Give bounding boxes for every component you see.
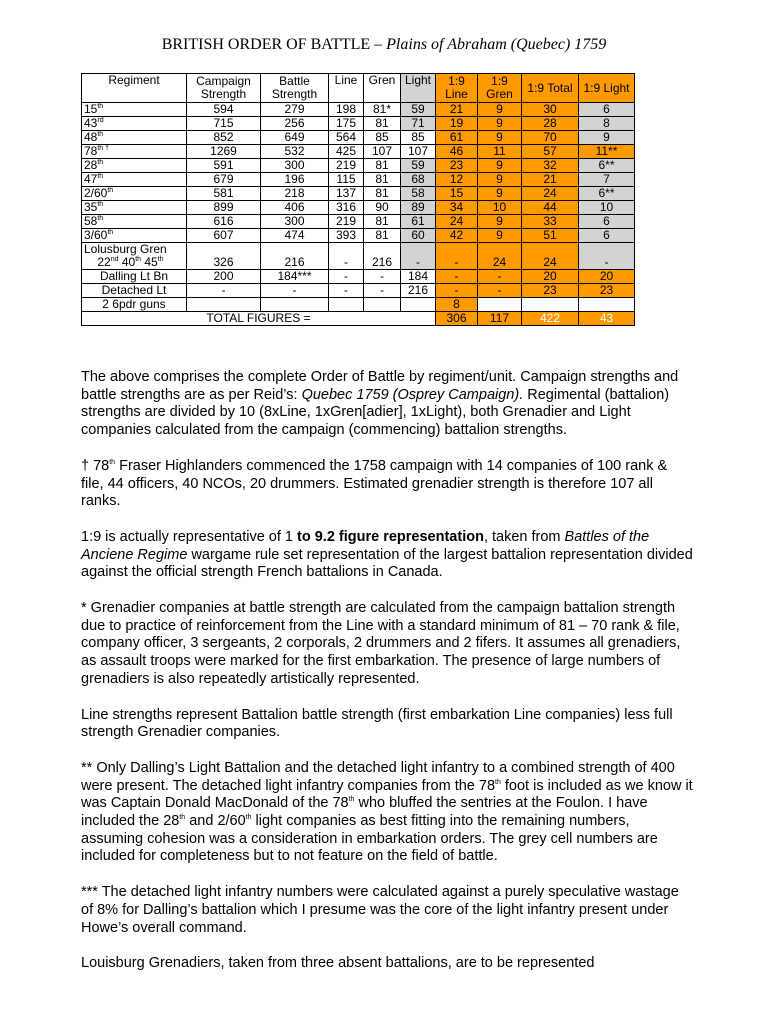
regiment-number: 3/60 <box>84 228 108 242</box>
cell-1-9-total <box>522 298 579 312</box>
cell-line: 564 <box>329 131 364 145</box>
order-of-battle-table <box>81 73 635 326</box>
p6-text-a: ** Only Dalling’s Light Battalion and the detached light infantry to a combined strength of 400 were present. The detached light infantry companies from the 78 <box>81 759 675 794</box>
cell-campaign: 607 <box>187 229 261 243</box>
cell-1-9-total: 24 <box>522 187 579 201</box>
regiment-number: 28 <box>84 158 98 172</box>
regiment-suffix: th <box>97 103 104 110</box>
table-row <box>82 201 635 215</box>
cell-1-9-line: 34 <box>436 201 478 215</box>
header-regiment: Regiment <box>82 74 187 103</box>
cell-light <box>401 298 436 312</box>
table-row <box>82 117 635 131</box>
cell-1-9-total: 21 <box>522 173 579 187</box>
cell-line: 425 <box>329 145 364 159</box>
paragraph-light-note <box>81 760 693 866</box>
cell-battle: 300 <box>261 159 329 173</box>
paragraph-summary <box>81 369 693 440</box>
cell-1-9-line: 21 <box>436 103 478 117</box>
cell-light: 60 <box>401 229 436 243</box>
cell-battle: 216 <box>261 243 329 270</box>
cell-1-9-line: 12 <box>436 173 478 187</box>
cell-1-9-gren: - <box>478 270 522 284</box>
total-1-9-total: 422 <box>522 312 579 326</box>
cell-regiment <box>82 173 187 187</box>
cell-1-9-gren: 11 <box>478 145 522 159</box>
cell-1-9-total: 57 <box>522 145 579 159</box>
cell-1-9-gren: - <box>478 284 522 298</box>
cell-light: 89 <box>401 201 436 215</box>
cell-campaign: 581 <box>187 187 261 201</box>
cell-battle: 474 <box>261 229 329 243</box>
total-1-9-light: 43 <box>579 312 635 326</box>
cell-light: 216 <box>401 284 436 298</box>
louisburg-label: Lolusburg Gren <box>84 242 167 256</box>
table-row-dalling <box>82 270 635 284</box>
cell-1-9-line: 24 <box>436 215 478 229</box>
louisburg-reg-45: 45 <box>141 255 158 269</box>
cell-line: 137 <box>329 187 364 201</box>
cell-gren: 107 <box>364 145 401 159</box>
cell-regiment <box>82 103 187 117</box>
cell-1-9-line: - <box>436 284 478 298</box>
table-row <box>82 103 635 117</box>
total-1-9-gren: 117 <box>478 312 522 326</box>
cell-line: 198 <box>329 103 364 117</box>
cell-1-9-gren: 9 <box>478 131 522 145</box>
cell-battle: 649 <box>261 131 329 145</box>
cell-gren <box>364 298 401 312</box>
cell-campaign: 326 <box>187 243 261 270</box>
cell-1-9-line: 61 <box>436 131 478 145</box>
title-subtitle: Plains of Abraham (Quebec) 1759 <box>386 36 607 53</box>
cell-battle: 218 <box>261 187 329 201</box>
cell-campaign: 715 <box>187 117 261 131</box>
header-campaign-strength: Campaign Strength <box>187 74 261 103</box>
table-row <box>82 215 635 229</box>
cell-light: 107 <box>401 145 436 159</box>
p1-text-c: Regimental (battalion) strengths are divided by 10 (8xLine, 1xGren[adier], 1xLight), both Grenadier and Light companies calculated from the campaign (commencing) battalion strengths. <box>81 386 670 439</box>
cell-battle: 406 <box>261 201 329 215</box>
cell-regiment <box>82 159 187 173</box>
p6-text-d: and 2/60 <box>185 813 246 830</box>
cell-line: - <box>329 284 364 298</box>
cell-line <box>329 298 364 312</box>
cell-1-9-light: 23 <box>579 284 635 298</box>
cell-battle: 196 <box>261 173 329 187</box>
cell-1-9-total: 51 <box>522 229 579 243</box>
louisburg-sup-40: th <box>135 256 142 263</box>
header-light: Light <box>401 74 436 103</box>
page-title <box>0 36 768 54</box>
header-1-9-total: 1:9 Total <box>522 74 579 103</box>
cell-campaign: 899 <box>187 201 261 215</box>
cell-1-9-line: 15 <box>436 187 478 201</box>
regiment-number: 2/60 <box>84 186 108 200</box>
header-gren: Gren <box>364 74 401 103</box>
p6-sup-4: th <box>245 814 252 822</box>
cell-light: 61 <box>401 215 436 229</box>
p6-sup-1: th <box>495 778 501 786</box>
regiment-suffix: th <box>97 215 104 222</box>
regiment-number: 35 <box>84 200 98 214</box>
paragraph-line-note: Line strengths represent Battalion battle strength (first embarkation Line companies) less full strength Grenadier companies. <box>81 706 673 741</box>
table-row-totals <box>82 312 635 326</box>
cell-1-9-light: 6** <box>579 187 635 201</box>
p2-text-a: † 78 <box>81 457 110 474</box>
cell-battle: - <box>261 284 329 298</box>
cell-regiment: Detached Lt <box>82 284 187 298</box>
cell-gren: 216 <box>364 243 401 270</box>
cell-light: 71 <box>401 117 436 131</box>
header-1-9-line: 1:9 Line <box>436 74 478 103</box>
cell-campaign <box>187 298 261 312</box>
regiment-suffix: rd <box>97 117 104 124</box>
cell-1-9-total: 23 <box>522 284 579 298</box>
regiment-number: 15 <box>84 102 98 116</box>
cell-1-9-light: 8 <box>579 117 635 131</box>
cell-regiment <box>82 229 187 243</box>
regiment-suffix: th <box>97 173 104 180</box>
regiment-number: 58 <box>84 214 98 228</box>
cell-1-9-gren: 9 <box>478 103 522 117</box>
table-row-detached <box>82 284 635 298</box>
cell-1-9-total: 44 <box>522 201 579 215</box>
cell-1-9-total: 30 <box>522 103 579 117</box>
table-header-row <box>82 74 635 103</box>
cell-1-9-line: - <box>436 270 478 284</box>
cell-battle: 532 <box>261 145 329 159</box>
cell-campaign: 594 <box>187 103 261 117</box>
table-row <box>82 229 635 243</box>
regiment-number: 47 <box>84 172 98 186</box>
header-line: Line <box>329 74 364 103</box>
regiment-number: 43 <box>84 116 98 130</box>
totals-label: TOTAL FIGURES = <box>82 312 436 326</box>
cell-regiment <box>82 187 187 201</box>
cell-1-9-light: 6** <box>579 159 635 173</box>
regiment-number: 48 <box>84 130 98 144</box>
p3-text-e: wargame rule set representation of the largest battalion representation divided against the official strength French battalions in Canada. <box>81 546 693 581</box>
louisburg-reg-22: 22 <box>97 255 111 269</box>
table-row <box>82 187 635 201</box>
regiment-suffix: th <box>97 159 104 166</box>
cell-gren: - <box>364 284 401 298</box>
cell-line: 219 <box>329 215 364 229</box>
cell-battle: 256 <box>261 117 329 131</box>
cell-1-9-light: - <box>579 243 635 270</box>
cell-1-9-line: 42 <box>436 229 478 243</box>
cell-campaign: 679 <box>187 173 261 187</box>
cell-line: 175 <box>329 117 364 131</box>
cell-1-9-gren: 9 <box>478 117 522 131</box>
cell-1-9-total: 20 <box>522 270 579 284</box>
p2-sup: th <box>109 458 116 466</box>
p1-text-a: The above comprises the complete Order of Battle by regiment/unit. Campaign strengths and battle strengths are as per Reid’s: <box>81 369 679 403</box>
cell-1-9-gren: 9 <box>478 187 522 201</box>
total-1-9-line: 306 <box>436 312 478 326</box>
cell-line: 219 <box>329 159 364 173</box>
cell-1-9-total: 70 <box>522 131 579 145</box>
paragraph-78th-note <box>81 458 693 511</box>
p1-citation: Quebec 1759 (Osprey Campaign). <box>301 386 524 403</box>
cell-light: 68 <box>401 173 436 187</box>
paragraph-ratio-note <box>81 529 693 582</box>
p3-bold: to 9.2 figure representation <box>297 528 484 545</box>
cell-1-9-line: 19 <box>436 117 478 131</box>
cell-1-9-light: 20 <box>579 270 635 284</box>
cell-regiment <box>82 243 187 270</box>
louisburg-reg-40: 40 <box>118 255 136 269</box>
cell-line: 115 <box>329 173 364 187</box>
header-battle-strength: Battle Strength <box>261 74 329 103</box>
table-row <box>82 131 635 145</box>
cell-gren: 90 <box>364 201 401 215</box>
p3-italic: Battles of the Anciene Regime <box>81 528 650 563</box>
cell-1-9-light <box>579 298 635 312</box>
cell-line: - <box>329 270 364 284</box>
cell-gren: 81 <box>364 215 401 229</box>
p3-text-a: 1:9 is actually representative of 1 <box>81 528 298 545</box>
cell-1-9-line: 8 <box>436 298 478 312</box>
cell-1-9-line: 46 <box>436 145 478 159</box>
p3-text-c: , taken from <box>483 528 565 545</box>
p2-text-b: Fraser Highlanders commenced the 1758 campaign with 14 companies of 100 rank & file, 44 officers, 40 NCOs, 20 drummers. Estimated grenadier strength is therefore 107 all ranks. <box>81 457 668 510</box>
cell-campaign: 200 <box>187 270 261 284</box>
header-1-9-light: 1:9 Light <box>579 74 635 103</box>
cell-line: - <box>329 243 364 270</box>
cell-gren: 81 <box>364 187 401 201</box>
p6-text-c: who bluffed the sentries at the Foulon. I have included the 28 <box>81 795 648 830</box>
table-row-guns <box>82 298 635 312</box>
cell-1-9-line: - <box>436 243 478 270</box>
paragraph-louisburg-note: Louisburg Grenadiers, taken from three absent battalions, are to be represented <box>81 955 595 972</box>
table-row <box>82 173 635 187</box>
cell-1-9-light: 11** <box>579 145 635 159</box>
cell-light: 58 <box>401 187 436 201</box>
header-1-9-gren: 1:9 Gren <box>478 74 522 103</box>
regiment-suffix: th † <box>97 145 110 152</box>
cell-light: 85 <box>401 131 436 145</box>
cell-1-9-line: 23 <box>436 159 478 173</box>
cell-1-9-gren: 10 <box>478 201 522 215</box>
regiment-suffix: th <box>107 187 114 194</box>
cell-line: 316 <box>329 201 364 215</box>
cell-1-9-total: 24 <box>522 243 579 270</box>
cell-campaign: 616 <box>187 215 261 229</box>
cell-1-9-light: 6 <box>579 103 635 117</box>
cell-regiment <box>82 131 187 145</box>
cell-regiment <box>82 117 187 131</box>
cell-light: 59 <box>401 159 436 173</box>
cell-1-9-total: 28 <box>522 117 579 131</box>
p6-text-e: light companies as best fitting into the remaining numbers, assuming cohesion was a consideration in embarkation orders. The grey cell numbers are included for completeness but to not feature on the field of battle. <box>81 813 658 865</box>
cell-battle: 184*** <box>261 270 329 284</box>
regiment-suffix: th <box>97 131 104 138</box>
cell-1-9-light: 6 <box>579 215 635 229</box>
table-row-louisburg <box>82 243 635 270</box>
cell-campaign: 1269 <box>187 145 261 159</box>
cell-gren: 85 <box>364 131 401 145</box>
cell-regiment: Dalling Lt Bn <box>82 270 187 284</box>
table-row <box>82 159 635 173</box>
cell-1-9-light: 9 <box>579 131 635 145</box>
cell-gren: - <box>364 270 401 284</box>
cell-1-9-gren: 9 <box>478 215 522 229</box>
cell-1-9-light: 6 <box>579 229 635 243</box>
p6-sup-2: th <box>348 796 355 804</box>
cell-1-9-total: 32 <box>522 159 579 173</box>
cell-regiment <box>82 145 187 159</box>
cell-regiment <box>82 215 187 229</box>
cell-1-9-light: 10 <box>579 201 635 215</box>
cell-1-9-gren: 9 <box>478 159 522 173</box>
paragraph-grenadier-note: * Grenadier companies at battle strength are calculated from the campaign battalion strength due to practice of reinforcement from the Line with a standard minimum of 81 – 70 rank & file, company officer, 3 sergeants, 2 corporals, 2 drummers and 2 fifers. It assumes all grenadiers, as assault troops were marked for the first embarkation. The presence of large numbers of grenadiers is also repeatedly artistically represented. <box>81 600 681 687</box>
title-main: BRITISH ORDER OF BATTLE – <box>161 36 387 53</box>
cell-line: 393 <box>329 229 364 243</box>
cell-light: - <box>401 243 436 270</box>
cell-gren: 81 <box>364 117 401 131</box>
table-row <box>82 145 635 159</box>
cell-gren: 81* <box>364 103 401 117</box>
p6-sup-3: th <box>179 814 186 822</box>
p6-text-b: foot is included as we know it was Captain Donald MacDonald of the 78 <box>81 777 693 812</box>
cell-campaign: 591 <box>187 159 261 173</box>
cell-1-9-gren: 9 <box>478 173 522 187</box>
louisburg-sup-45: th <box>157 256 164 263</box>
cell-1-9-gren: 24 <box>478 243 522 270</box>
regiment-suffix: th <box>97 201 104 208</box>
cell-campaign: - <box>187 284 261 298</box>
cell-regiment: 2 6pdr guns <box>82 298 187 312</box>
cell-battle: 300 <box>261 215 329 229</box>
cell-regiment <box>82 201 187 215</box>
cell-1-9-gren: 9 <box>478 229 522 243</box>
cell-gren: 81 <box>364 173 401 187</box>
cell-battle <box>261 298 329 312</box>
regiment-number: 78 <box>84 144 98 158</box>
regiment-suffix: th <box>107 229 114 236</box>
cell-battle: 279 <box>261 103 329 117</box>
cell-light: 59 <box>401 103 436 117</box>
cell-light: 184 <box>401 270 436 284</box>
notes-body <box>81 369 693 991</box>
cell-gren: 81 <box>364 229 401 243</box>
louisburg-sup-22: nd <box>110 256 119 263</box>
cell-gren: 81 <box>364 159 401 173</box>
paragraph-detached-note: *** The detached light infantry numbers were calculated against a purely speculative wastage of 8% for Dalling’s battalion which I presume was the core of the light infantry present under Howe’s overall command. <box>81 884 679 936</box>
cell-1-9-total: 33 <box>522 215 579 229</box>
cell-1-9-light: 7 <box>579 173 635 187</box>
cell-1-9-gren <box>478 298 522 312</box>
cell-campaign: 852 <box>187 131 261 145</box>
